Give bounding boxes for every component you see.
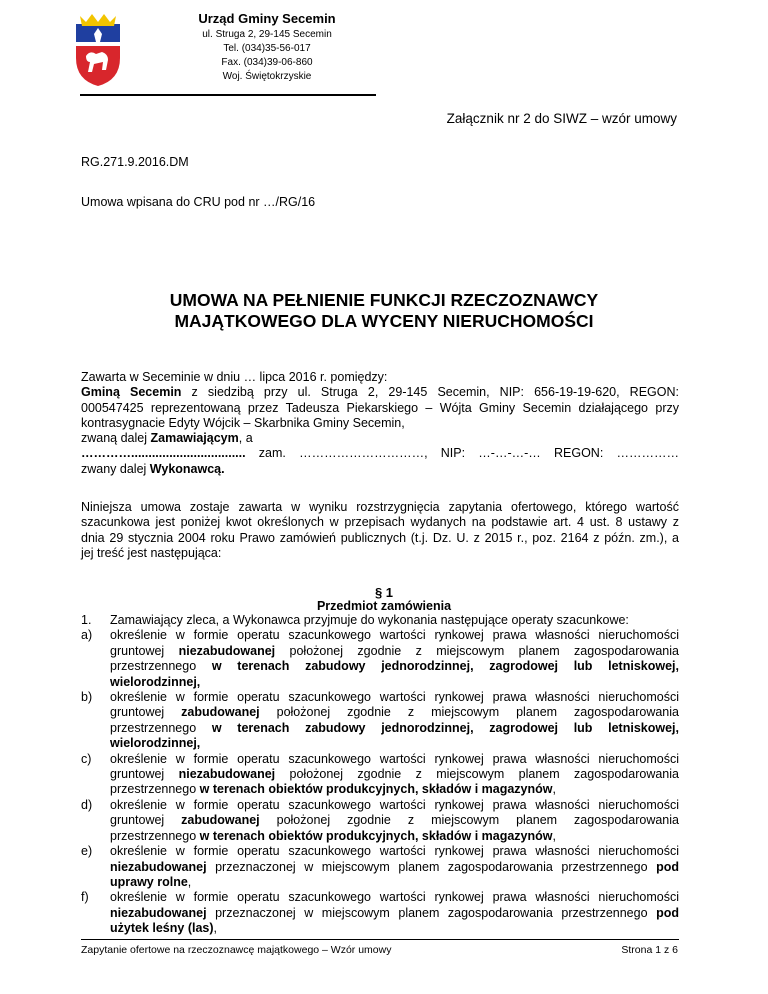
wykonawca-term: Wykonawcą.: [149, 461, 225, 476]
coat-of-arms-logo: [72, 12, 124, 88]
header-divider: [80, 94, 376, 96]
item-text: Zamawiający zleca, a Wykonawca przyjmuje do wykonania następujące operaty szacunkowe:: [110, 613, 629, 627]
letterhead: [72, 10, 382, 98]
office-address: ul. Struga 2, 29-145 Secemin: [202, 29, 332, 40]
page-number: Strona 1 z 6: [621, 944, 678, 956]
office-info: [152, 10, 382, 84]
list-item: c) określenie w formie operatu szacunkowego wartości rynkowej prawa własności nieruchomości gruntowej niezabudowanej położonej zgodnie z miejscowym planem zagospodarowania przestrzennego w terenach obiektów produkcyjnych, składów i magazynów,: [81, 751, 679, 797]
title-line-2: MAJĄTKOWEGO DLA WYCENY NIERUCHOMOŚCI: [174, 311, 594, 331]
zamawiajacy-term: Zamawiającym: [150, 431, 239, 446]
section-heading: Przedmiot zamówienia: [316, 599, 452, 613]
section-number: § 1: [374, 585, 394, 600]
list-item: a) określenie w formie operatu szacunkowego wartości rynkowej prawa własności nieruchomości gruntowej niezabudowanej położonej zgodnie z miejscowym planem zagospodarowania przestrzennego w terenach zabudowy jednorodzinnej, zagrodowej lub letniskowej, wielorodzinnej,: [81, 628, 679, 689]
item-label: a): [81, 628, 93, 643]
item-label: f): [81, 890, 89, 905]
item-label: e): [81, 844, 93, 859]
contract-title: [81, 290, 687, 332]
parties-line-6: …………................................. zam. …………………………, NIP: …-…-…-… REGON: ……………: [81, 446, 679, 461]
intro-line-1: Niniejsza umowa zostaje zawarta w wyniku rozstrzygnięcia zapytania ofertowego, którego wartość: [81, 500, 679, 514]
list-item: e) określenie w formie operatu szacunkowego wartości rynkowej prawa własności nieruchomości niezabudowanej przeznaczonej w miejscowym planem zagospodarowania przestrzennego pod uprawy rolne,: [81, 844, 679, 889]
intro-line-4: jej treść jest następująca:: [81, 545, 222, 560]
footer-title: Zapytanie ofertowe na rzeczoznawcę majątkowego – Wzór umowy: [81, 944, 392, 956]
parties-line-7: zwany dalej Wykonawcą.: [81, 461, 225, 476]
parties-line-4: kontrasygnacie Edyty Wójcik – Skarbnika Gminy Secemin,: [81, 415, 405, 430]
office-voivodeship: Woj. Świętokrzyskie: [222, 71, 312, 82]
intro-paragraph: [81, 500, 679, 561]
intro-line-3: dnia 29 stycznia 2004 roku Prawo zamówień publicznych (t.j. Dz. U. z 2015 r., poz. 2164 z późn. zm.), a: [81, 530, 679, 545]
list-item: b) określenie w formie operatu szacunkowego wartości rynkowej prawa własności nieruchomości gruntowej zabudowanej położonej zgodnie z miejscowym planem zagospodarowania przestrzennego w terenach zabudowy jednorodzinnej, zagrodowej lub letniskowej, wielorodzinnej,: [81, 690, 679, 751]
office-name: Urząd Gminy Secemin: [198, 11, 336, 26]
office-fax: Fax. (034)39-06-860: [221, 57, 313, 68]
parties-line-1: Zawarta w Seceminie w dniu … lipca 2016 r. pomiędzy:: [81, 370, 388, 384]
footer-divider: [81, 939, 679, 940]
item-label: d): [81, 797, 93, 812]
parties-line-3: 000547425 reprezentowaną przez Tadeusza Piekarskiego – Wójta Gminy Secemin działającego przy: [81, 400, 679, 415]
intro-line-2: szacunkowa jest poniżej kwot określonych w przepisach wydanych na podstawie art. 4 ust. 8 ustawy z: [81, 515, 679, 530]
contractor-placeholder: ………….................................: [81, 446, 246, 461]
item-label: b): [81, 690, 93, 705]
subject-list: [81, 613, 679, 937]
parties-paragraph: [81, 370, 679, 477]
list-item: d) określenie w formie operatu szacunkowego wartości rynkowej prawa własności nieruchomości gruntowej zabudowanej położonej zgodnie z miejscowym planem zagospodarowania przestrzennego w terenach obiektów produkcyjnych, składów i magazynów,: [81, 797, 679, 843]
annex-label: Załącznik nr 2 do SIWZ – wzór umowy: [446, 111, 677, 126]
cru-registration: Umowa wpisana do CRU pod nr …/RG/16: [81, 195, 316, 209]
list-item: f) określenie w formie operatu szacunkowego wartości rynkowej prawa własności nieruchomości niezabudowanej przeznaczonej w miejscowym planem zagospodarowania przestrzennego pod użytek leśny (las),: [81, 890, 679, 936]
item-label: 1.: [81, 613, 92, 627]
reference-number: RG.271.9.2016.DM: [81, 155, 189, 169]
item-label: c): [81, 751, 92, 766]
gmina-name: Gminą Secemin: [81, 385, 182, 400]
title-line-1: UMOWA NA PEŁNIENIE FUNKCJI RZECZOZNAWCY: [169, 290, 599, 310]
parties-line-5: zwaną dalej Zamawiającym, a: [81, 431, 253, 446]
list-item: [81, 613, 679, 628]
office-phone: Tel. (034)35-56-017: [223, 43, 311, 54]
parties-line-2: Gminą Secemin z siedzibą przy ul. Struga 2, 29-145 Secemin, NIP: 656-19-19-620, REGON:: [81, 385, 679, 400]
